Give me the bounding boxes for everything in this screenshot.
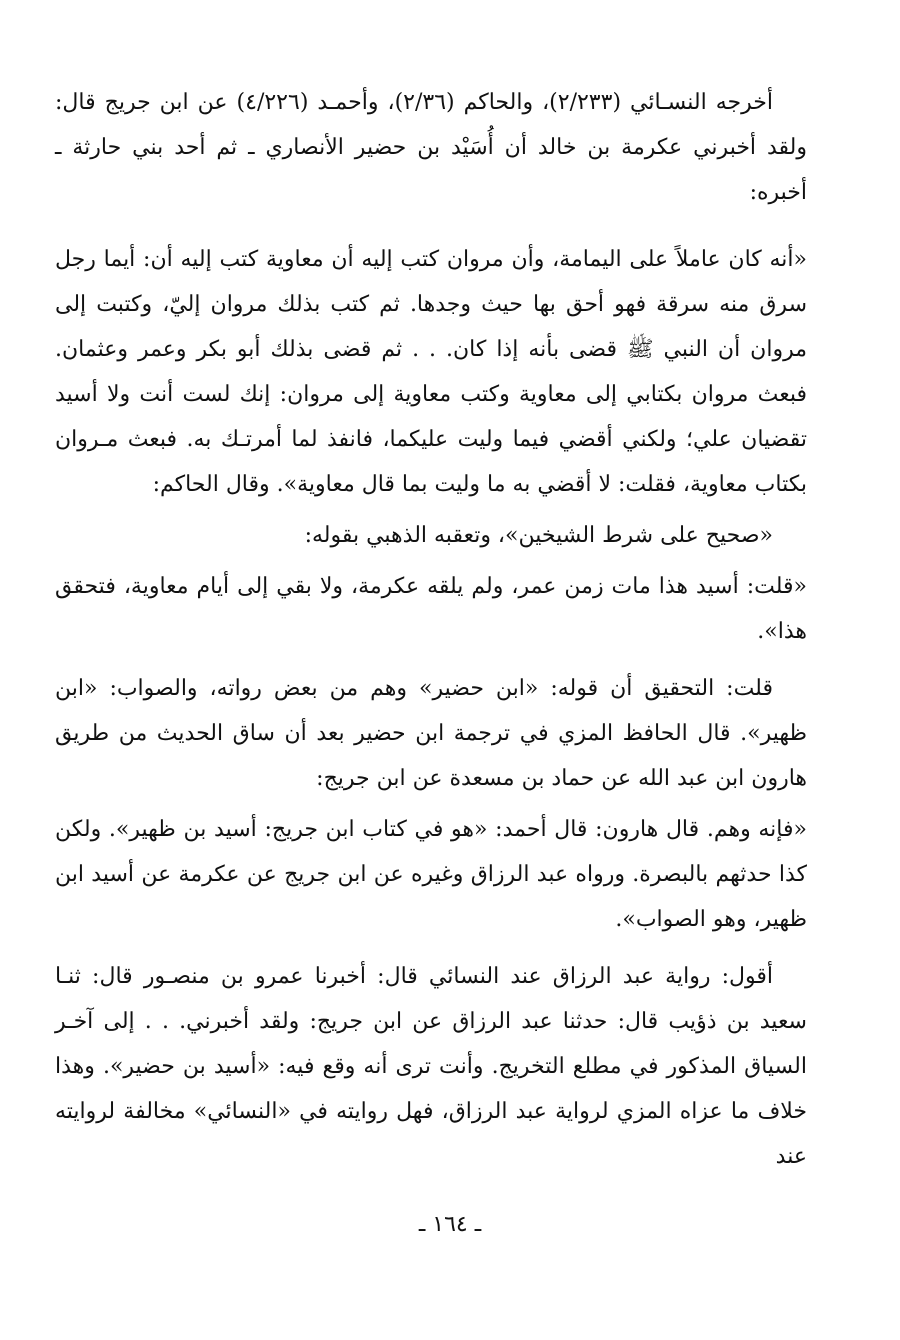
paragraph-takhrij: أخرجه النسـائي (٢/٢٣٣)، والحاكم (٢/٣٦)، وأحمـد (٤/٢٢٦) عن ابن جريج قال: ولقد أخبرني عكرمة بن خالد أن أُسَيْد بن حضير الأنصاري ـ ثم أحد بني حارثة ـ أخبره: <box>55 90 807 205</box>
paragraph-dhahabi-comment: «قلت: أسيد هذا مات زمن عمر، ولم يلقه عكرمة، ولا بقي إلى أيام معاوية، فتحقق هذا». <box>55 574 807 644</box>
paragraph-hadith-text: «أنه كان عاملاً على اليمامة، وأن مروان كتب إليه أن معاوية كتب إليه أن: أيما رجل سرق منه سرقة فهو أحق بها حيث وجدها. ثم كتب بذلك مروان إليّ، وكتبت إلى مروان أن النبي ﷺ قضى بأنه إذا كان. . . ثم قضى بذلك أبو بكر وعمر وعثمان. فبعث مروان بكتابي إلى معاوية وكتب معاوية إلى مروان: إنك لست أنت ولا أسيد تقضيان علي؛ ولكني أقضي فيما وليت عليكما، فانفذ لما أمرتـك به. فبعث مـروان بكتاب معاوية، فقلت: لا أقضي به ما وليت بما قال معاوية». وقال الحاكم: <box>55 247 807 497</box>
paragraph-tahqiq: قلت: التحقيق أن قوله: «ابن حضير» وهم من بعض رواته، والصواب: «ابن ظهير». قال الحافظ المزي في ترجمة ابن حضير بعد أن ساق الحديث من طريق هارون ابن عبد الله عن حماد بن مسعدة عن ابن جريج: <box>55 676 807 791</box>
page-number: ـ ١٦٤ ـ <box>418 1212 482 1237</box>
page-body <box>55 80 807 1179</box>
paragraph-mizzi-quote: «فإنه وهم. قال هارون: قال أحمد: «هو في كتاب ابن جريج: أسيد بن ظهير». ولكن كذا حدثهم بالبصرة. ورواه عبد الرزاق وغيره عن ابن جريج عن عكرمة عن أسيد ابن ظهير، وهو الصواب». <box>55 817 807 932</box>
paragraph-aqul: أقول: رواية عبد الرزاق عند النسائي قال: أخبرنا عمرو بن منصـور قال: ثنـا سعيد بن ذؤيب قال: حدثنا عبد الرزاق عن ابن جريج: ولقد أخبرني. . . إلى آخـر السياق المذكور في مطلع التخريج. وأنت ترى أنه وقع فيه: «أسيد بن حضير». وهذا خلاف ما عزاه المزي لرواية عبد الرزاق، فهل روايته في «النسائي» مخالفة لروايته عند <box>55 964 807 1169</box>
paragraph-hakim-grading: «صحيح على شرط الشيخين»، وتعقبه الذهبي بقوله: <box>304 523 773 548</box>
